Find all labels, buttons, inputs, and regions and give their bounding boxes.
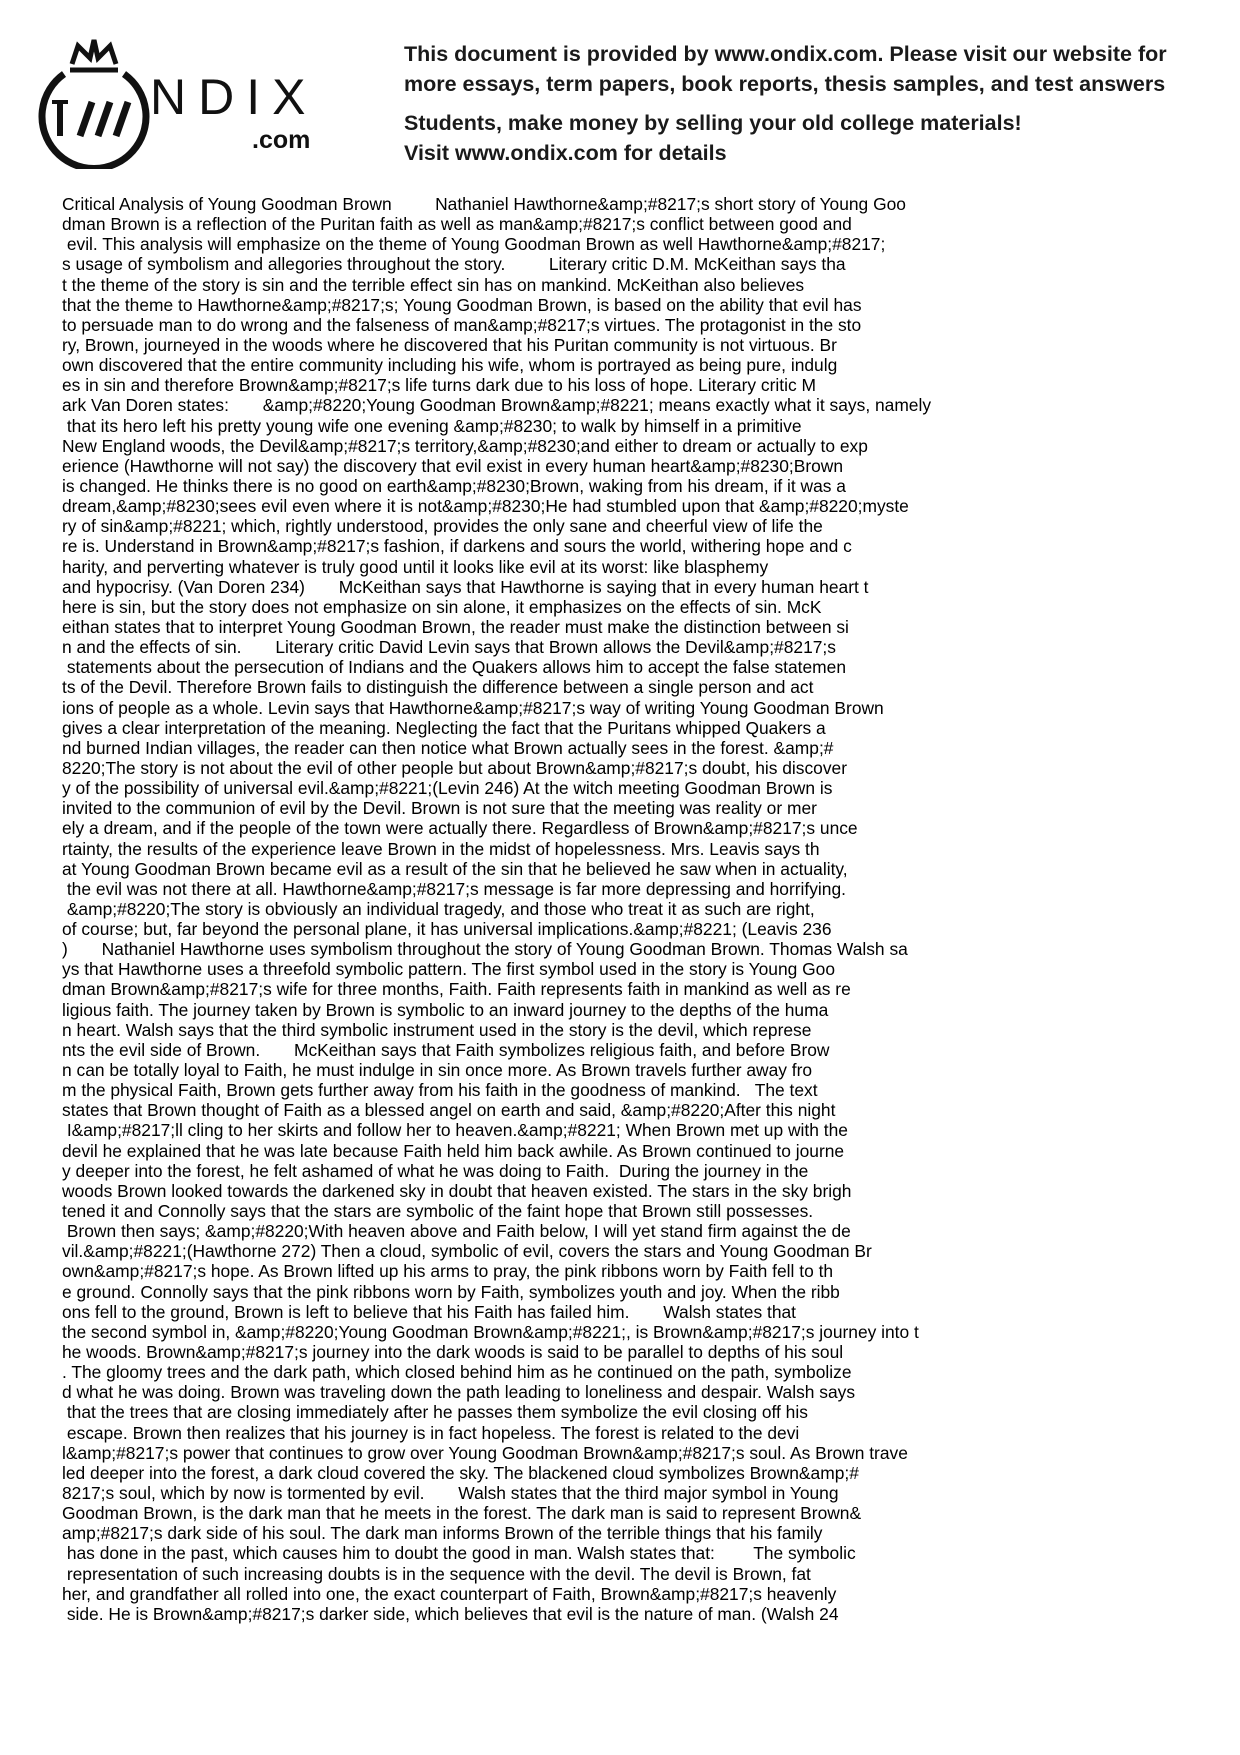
essay-line: 8220;The story is not about the evil of other people but about Brown&amp;#8217;s doubt, his discover: [62, 757, 848, 778]
essay-line: tened it and Connolly says that the stars are symbolic of the faint hope that Brown still possesses.: [62, 1201, 814, 1222]
essay-line: that the trees that are closing immediately after he passes them symbolize the evil closing off his: [62, 1402, 808, 1423]
essay-line: I&amp;#8217;ll cling to her skirts and follow her to heaven.&amp;#8221; When Brown met up with the: [62, 1120, 848, 1141]
essay-line: representation of such increasing doubts is in the sequence with the devil. The devil is Brown, fat: [62, 1563, 811, 1584]
essay-line: of course; but, far beyond the personal plane, it has universal implications.&amp;#8221; (Leavis 236: [62, 919, 832, 940]
essay-line: rtainty, the results of the experience leave Brown in the midst of hopelessness. Mrs. Leavis says th: [62, 838, 820, 859]
essay-line: . The gloomy trees and the dark path, which closed behind him as he continued on the path, symbolize: [62, 1362, 852, 1383]
essay-line: dman Brown is a reflection of the Puritan faith as well as man&amp;#8217;s conflict between good and: [62, 214, 852, 235]
essay-line: that the theme to Hawthorne&amp;#8217;s; Young Goodman Brown, is based on the ability that evil has: [62, 294, 862, 315]
essay-line: invited to the communion of evil by the Devil. Brown is not sure that the meeting was reality or mer: [62, 798, 817, 819]
essay-line: amp;#8217;s dark side of his soul. The dark man informs Brown of the terrible things that his family: [62, 1523, 823, 1544]
promo-line: This document is provided by www.ondix.com. Please visit our website for: [404, 42, 1167, 66]
essay-line: states that Brown thought of Faith as a blessed angel on earth and said, &amp;#8220;After this night: [62, 1100, 836, 1121]
essay-line: y of the possibility of universal evil.&amp;#8221;(Levin 246) At the witch meeting Goodman Brown is: [62, 778, 833, 799]
essay-line: gives a clear interpretation of the meaning. Neglecting the fact that the Puritans whipped Quakers a: [62, 717, 826, 738]
essay-line: side. He is Brown&amp;#8217;s darker side, which believes that evil is the nature of man. (Walsh 24: [62, 1603, 839, 1624]
essay-line: y deeper into the forest, he felt ashamed of what he was doing to Faith. During the journey in the: [62, 1160, 809, 1181]
essay-line: e ground. Connolly says that the pink ribbons worn by Faith, symbolizes youth and joy. When the ribb: [62, 1281, 840, 1302]
essay-line: and hypocrisy. (Van Doren 234) McKeithan says that Hawthorne is saying that in every human heart t: [62, 576, 869, 597]
promo-line: Visit www.ondix.com for details: [404, 141, 727, 165]
essay-body: [62, 194, 1212, 1624]
essay-line: is changed. He thinks there is no good on earth&amp;#8230;Brown, waking from his dream, if it was a: [62, 475, 846, 496]
essay-line: d what he was doing. Brown was traveling down the path leading to loneliness and despair. Walsh says: [62, 1382, 856, 1403]
essay-line: led deeper into the forest, a dark cloud covered the sky. The blackened cloud symbolizes Brown&amp;#: [62, 1462, 859, 1483]
logo-domain: .com: [252, 126, 311, 154]
essay-line: ligious faith. The journey taken by Brown is symbolic to an inward journey to the depths of the huma: [62, 999, 829, 1020]
essay-line: ) Nathaniel Hawthorne uses symbolism throughout the story of Young Goodman Brown. Thomas Walsh sa: [62, 939, 908, 960]
essay-line: has done in the past, which causes him to doubt the good in man. Walsh states that: The symbolic: [62, 1543, 856, 1564]
essay-line: t the theme of the story is sin and the terrible effect sin has on mankind. McKeithan also believes: [62, 274, 805, 295]
essay-line: re is. Understand in Brown&amp;#8217;s fashion, if darkens and sours the world, withering hope and c: [62, 536, 852, 557]
essay-line: ry of sin&amp;#8221; which, rightly understood, provides the only sane and cheerful view of life the: [62, 516, 823, 537]
essay-line: Goodman Brown, is the dark man that he meets in the forest. The dark man is said to represent Brown&: [62, 1503, 862, 1524]
essay-line: n and the effects of sin. Literary critic David Levin says that Brown allows the Devil&amp;#8217;s: [62, 637, 836, 658]
essay-line: ts of the Devil. Therefore Brown fails to distinguish the difference between a single person and act: [62, 677, 814, 698]
essay-line: at Young Goodman Brown became evil as a result of the sin that he believed he saw when in actuality,: [62, 858, 848, 879]
essay-line: own&amp;#8217;s hope. As Brown lifted up his arms to pray, the pink ribbons worn by Faith fell to th: [62, 1261, 834, 1282]
essay-line: ely a dream, and if the people of the town were actually there. Regardless of Brown&amp;#8217;s unce: [62, 818, 858, 839]
essay-line: statements about the persecution of Indians and the Quakers allows him to accept the false statemen: [62, 657, 846, 678]
essay-line: nd burned Indian villages, the reader can then notice what Brown actually sees in the forest. &amp;#: [62, 737, 834, 758]
essay-line: devil he explained that he was late because Faith held him back awhile. As Brown continued to journe: [62, 1140, 845, 1161]
essay-line: Brown then says; &amp;#8220;With heaven above and Faith below, I will yet stand firm against the de: [62, 1221, 851, 1242]
essay-line: escape. Brown then realizes that his journey is in fact hopeless. The forest is related to the devi: [62, 1422, 800, 1443]
essay-line: dream,&amp;#8230;sees evil even where it is not&amp;#8230;He had stumbled upon that &amp;#8220;myste: [62, 496, 909, 517]
essay-line: erience (Hawthorne will not say) the discovery that evil exist in every human heart&amp;#8230;Brown: [62, 455, 844, 476]
promo-line: Students, make money by selling your old college materials!: [404, 111, 1022, 135]
essay-line: Critical Analysis of Young Goodman Brown Nathaniel Hawthorne&amp;#8217;s short story of Young Goo: [62, 194, 906, 214]
essay-line: to persuade man to do wrong and the falseness of man&amp;#8217;s virtues. The protagonist in the sto: [62, 314, 862, 335]
essay-line: New England woods, the Devil&amp;#8217;s territory,&amp;#8230;and either to dream or actually to exp: [62, 435, 868, 456]
essay-line: es in sin and therefore Brown&amp;#8217;s life turns dark due to his loss of hope. Literary critic M: [62, 375, 816, 396]
essay-line: here is sin, but the story does not emphasize on sin alone, it emphasizes on the effects of sin. McK: [62, 596, 822, 617]
essay-line: m the physical Faith, Brown gets further away from his faith in the goodness of mankind. The text: [62, 1080, 818, 1101]
essay-line: n heart. Walsh says that the third symbolic instrument used in the story is the devil, which represe: [62, 1019, 812, 1040]
essay-line: &amp;#8220;The story is obviously an individual tragedy, and those who treat it as such are right,: [62, 898, 815, 919]
essay-line: harity, and perverting whatever is truly good until it looks like evil at its worst: like blasphemy: [62, 556, 769, 577]
essay-line: her, and grandfather all rolled into one, the exact counterpart of Faith, Brown&amp;#8217;s heavenly: [62, 1583, 837, 1604]
essay-line: nts the evil side of Brown. McKeithan says that Faith symbolizes religious faith, and before Brow: [62, 1039, 830, 1060]
essay-line: ry, Brown, journeyed in the woods where he discovered that his Puritan community is not virtuous. Br: [62, 334, 837, 355]
essay-line: eithan states that to interpret Young Goodman Brown, the reader must make the distinction between si: [62, 616, 849, 637]
essay-line: ark Van Doren states: &amp;#8220;Young Goodman Brown&amp;#8221; means exactly what it says, namely: [62, 395, 932, 416]
essay-line: ions of people as a whole. Levin says that Hawthorne&amp;#8217;s way of writing Young Goodman Brown: [62, 697, 884, 718]
essay-line: n can be totally loyal to Faith, he must indulge in sin once more. As Brown travels further away fro: [62, 1060, 813, 1081]
ondix-crown-logo-icon: [34, 34, 154, 169]
essay-line: evil. This analysis will emphasize on the theme of Young Goodman Brown as well Hawthorne&amp;#8217;: [62, 234, 886, 255]
essay-line: the second symbol in, &amp;#8220;Young Goodman Brown&amp;#8221;, is Brown&amp;#8217;s journey into t: [62, 1321, 919, 1342]
promo-line: more essays, term papers, book reports, thesis samples, and test answers: [404, 72, 1166, 96]
essay-line: 8217;s soul, which by now is tormented by evil. Walsh states that the third major symbol in Young: [62, 1483, 839, 1503]
essay-line: that its hero left his pretty young wife one evening &amp;#8230; to walk by himself in a primitive: [62, 415, 802, 436]
essay-line: ys that Hawthorne uses a threefold symbolic pattern. The first symbol used in the story is Young Goo: [62, 959, 835, 980]
essay-line: ons fell to the ground, Brown is left to believe that his Faith has failed him. Walsh states that: [62, 1301, 796, 1322]
essay-line: s usage of symbolism and allegories throughout the story. Literary critic D.M. McKeithan says tha: [62, 254, 846, 275]
essay-line: vil.&amp;#8221;(Hawthorne 272) Then a cloud, symbolic of evil, covers the stars and Young Goodman Br: [62, 1241, 872, 1262]
essay-line: woods Brown looked towards the darkened sky in doubt that heaven existed. The stars in the sky brigh: [62, 1180, 852, 1201]
essay-line: dman Brown&amp;#8217;s wife for three months, Faith. Faith represents faith in mankind as well as re: [62, 979, 851, 1000]
essay-line: the evil was not there at all. Hawthorne&amp;#8217;s message is far more depressing and horrifying.: [62, 878, 846, 899]
essay-line: he woods. Brown&amp;#8217;s journey into the dark woods is said to be parallel to depths of his soul: [62, 1342, 844, 1363]
essay-line: l&amp;#8217;s power that continues to grow over Young Goodman Brown&amp;#8217;s soul. As Brown trave: [62, 1442, 908, 1463]
essay-line: own discovered that the entire community including his wife, whom is portrayed as being pure, indulg: [62, 355, 838, 376]
logo-wordmark: NDIX: [150, 69, 318, 125]
